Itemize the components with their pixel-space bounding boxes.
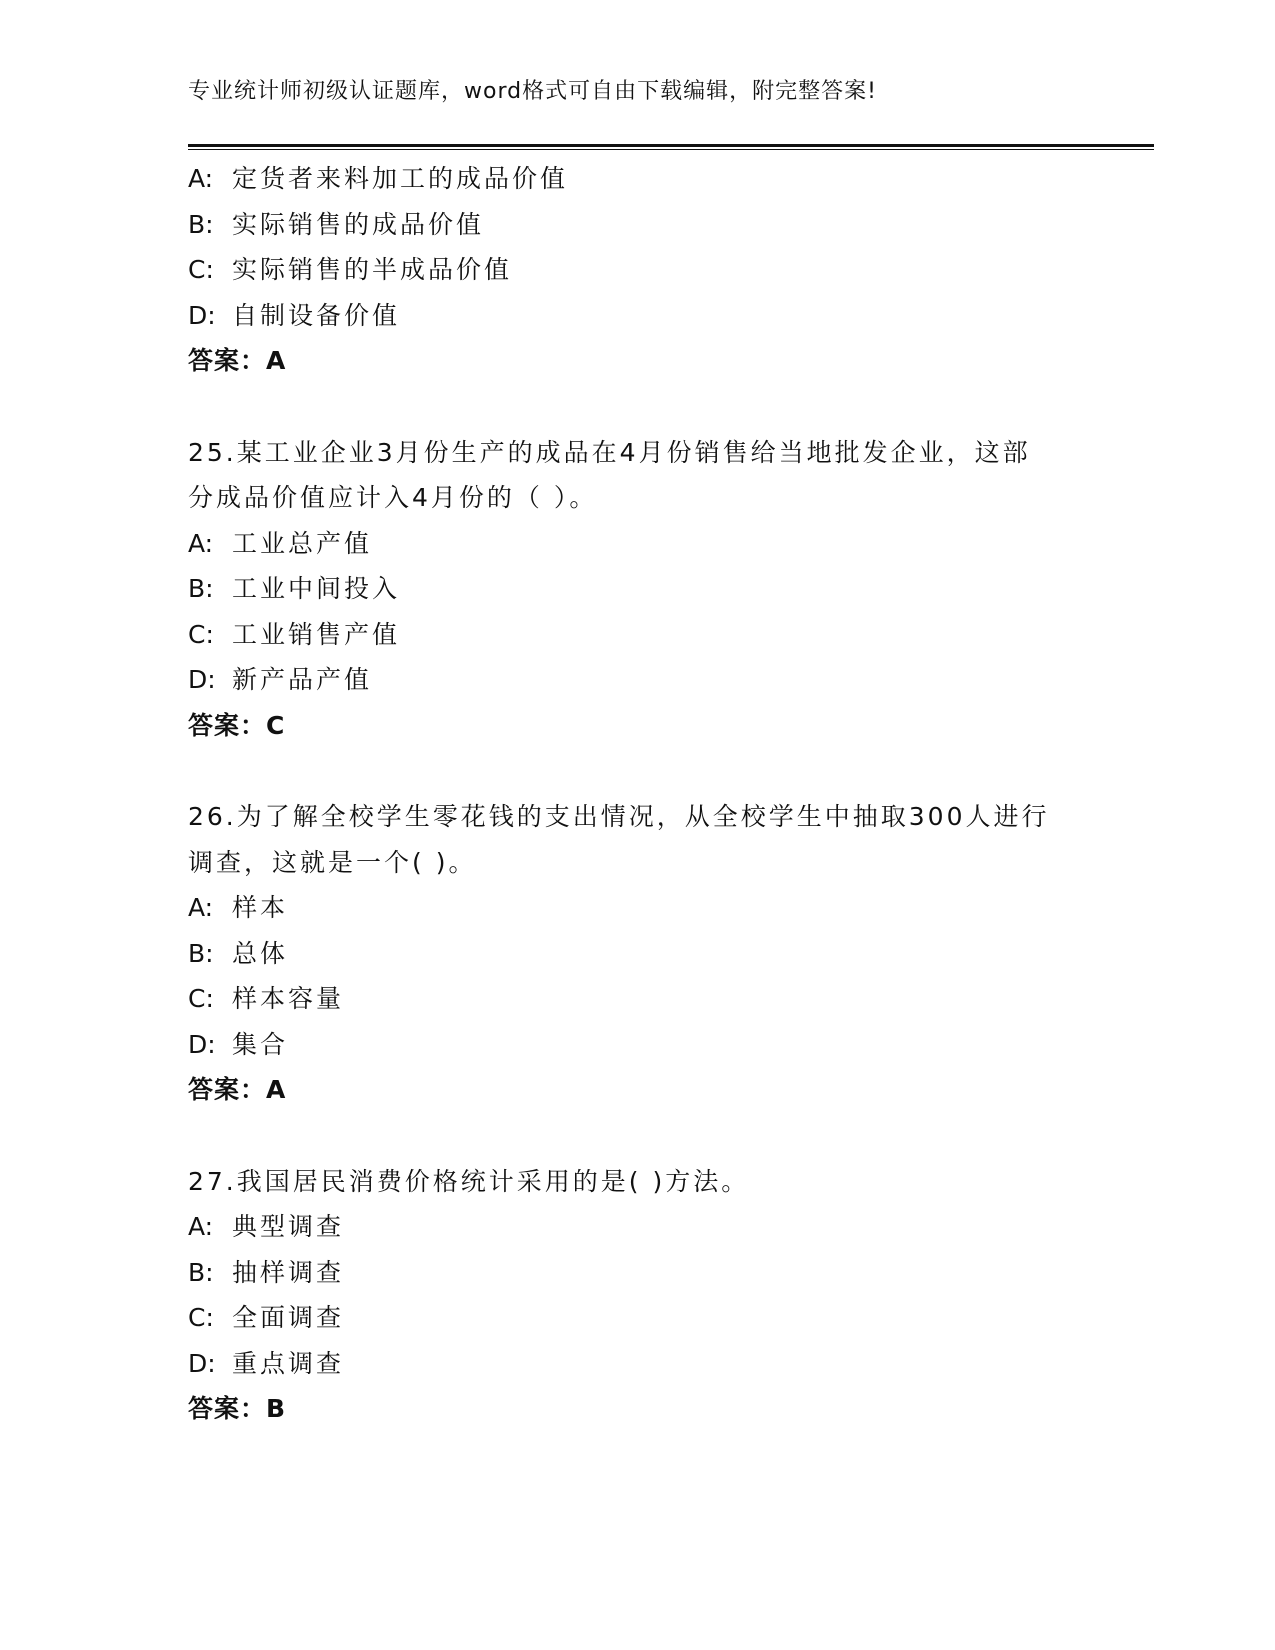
option-d: D: 集合 — [188, 1029, 289, 1059]
question-stem: 26.为了解全校学生零花钱的支出情况，从全校学生中抽取300人进行 — [188, 802, 1050, 831]
question-stem-continued: 分成品价值应计入4月份的（ ）。 — [188, 483, 598, 512]
option-a: A: 工业总产值 — [188, 528, 373, 558]
question-27 — [188, 1159, 1118, 1432]
question-24-options — [188, 156, 1118, 384]
answer-line: 答案：B — [188, 1394, 287, 1423]
question-stem-continued: 调查，这就是一个( )。 — [188, 847, 477, 877]
option-b: B: 总体 — [188, 938, 289, 968]
answer-line: 答案：A — [188, 346, 287, 375]
document-body — [188, 156, 1118, 1432]
header-rule-thick — [188, 144, 1154, 147]
answer-line: 答案：C — [188, 710, 286, 740]
question-26 — [188, 794, 1118, 1113]
option-a: A: 典型调查 — [188, 1212, 345, 1241]
option-d: D: 新产品产值 — [188, 665, 373, 694]
option-a: A: 定货者来料加工的成品价值 — [188, 164, 569, 193]
header-note: 专业统计师初级认证题库，word格式可自由下载编辑，附完整答案! — [188, 79, 877, 104]
option-c: C: 工业销售产值 — [188, 619, 401, 649]
answer-line: 答案：A — [188, 1075, 287, 1104]
question-25 — [188, 430, 1118, 749]
question-stem: 27.我国居民消费价格统计采用的是( )方法。 — [188, 1166, 750, 1196]
option-b: B: 抽样调查 — [188, 1257, 345, 1287]
option-b: B: 实际销售的成品价值 — [188, 209, 485, 239]
option-c: C: 样本容量 — [188, 984, 345, 1013]
option-d: D: 重点调查 — [188, 1348, 345, 1378]
option-c: C: 实际销售的半成品价值 — [188, 255, 513, 284]
option-c: C: 全面调查 — [188, 1303, 345, 1332]
option-d: D: 自制设备价值 — [188, 300, 401, 330]
question-stem: 25.某工业企业3月份生产的成品在4月份销售给当地批发企业，这部 — [188, 437, 1031, 467]
header-rule-thin — [188, 149, 1154, 150]
option-a: A: 样本 — [188, 893, 289, 922]
option-b: B: 工业中间投入 — [188, 574, 401, 603]
